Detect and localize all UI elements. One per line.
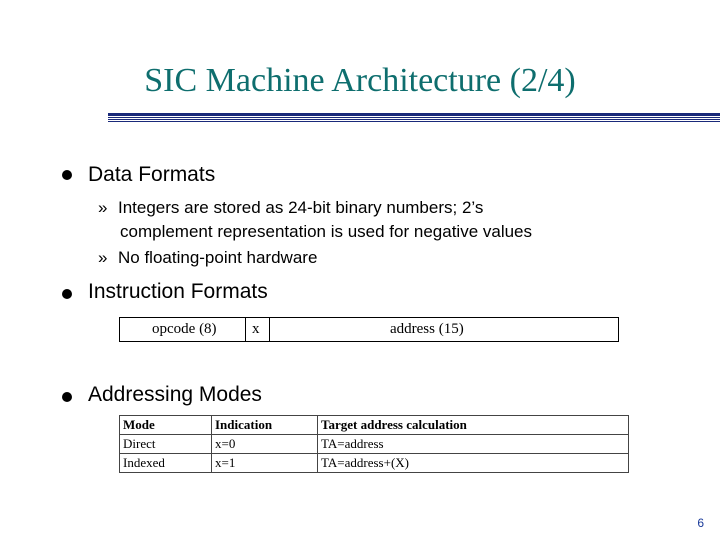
slide-title: SIC Machine Architecture (2/4) [144,62,576,99]
field-separator [245,318,246,341]
index-bit-field: x [252,321,260,337]
item-text: No floating-point hardware [118,248,318,267]
table-row [120,454,629,473]
header-cell: Target address calculation [318,416,629,435]
table-row [120,435,629,454]
table-cell: TA=address+(X) [318,454,629,473]
bullet-marker: » [98,198,108,217]
bullet-marker: » [98,248,108,267]
bullet-dot [62,392,72,402]
addressing-modes-table [119,415,629,473]
list-item [98,196,532,244]
divider-line [108,113,720,116]
opcode-field: opcode (8) [152,321,217,337]
divider-line [108,121,720,122]
page-number: 6 [697,516,704,530]
section-heading: Instruction Formats [88,280,268,303]
table-cell: x=1 [212,454,318,473]
item-text: Integers are stored as 24-bit binary numbers; 2’s [118,198,484,217]
table-cell: Direct [120,435,212,454]
bullet-dot [62,289,72,299]
instruction-format-box [119,317,619,342]
list-item [98,246,317,270]
header-cell: Mode [120,416,212,435]
item-text: complement representation is used for negative values [120,222,533,241]
table-cell: x=0 [212,435,318,454]
field-separator [269,318,270,341]
header-cell: Indication [212,416,318,435]
section-heading: Addressing Modes [88,383,262,406]
section-heading: Data Formats [88,163,216,186]
table-cell: Indexed [120,454,212,473]
divider-line [108,119,720,120]
divider-line [108,117,720,118]
bullet-dot [62,170,72,180]
table-cell: TA=address [318,435,629,454]
address-field: address (15) [390,321,464,337]
table-header-row [120,416,629,435]
